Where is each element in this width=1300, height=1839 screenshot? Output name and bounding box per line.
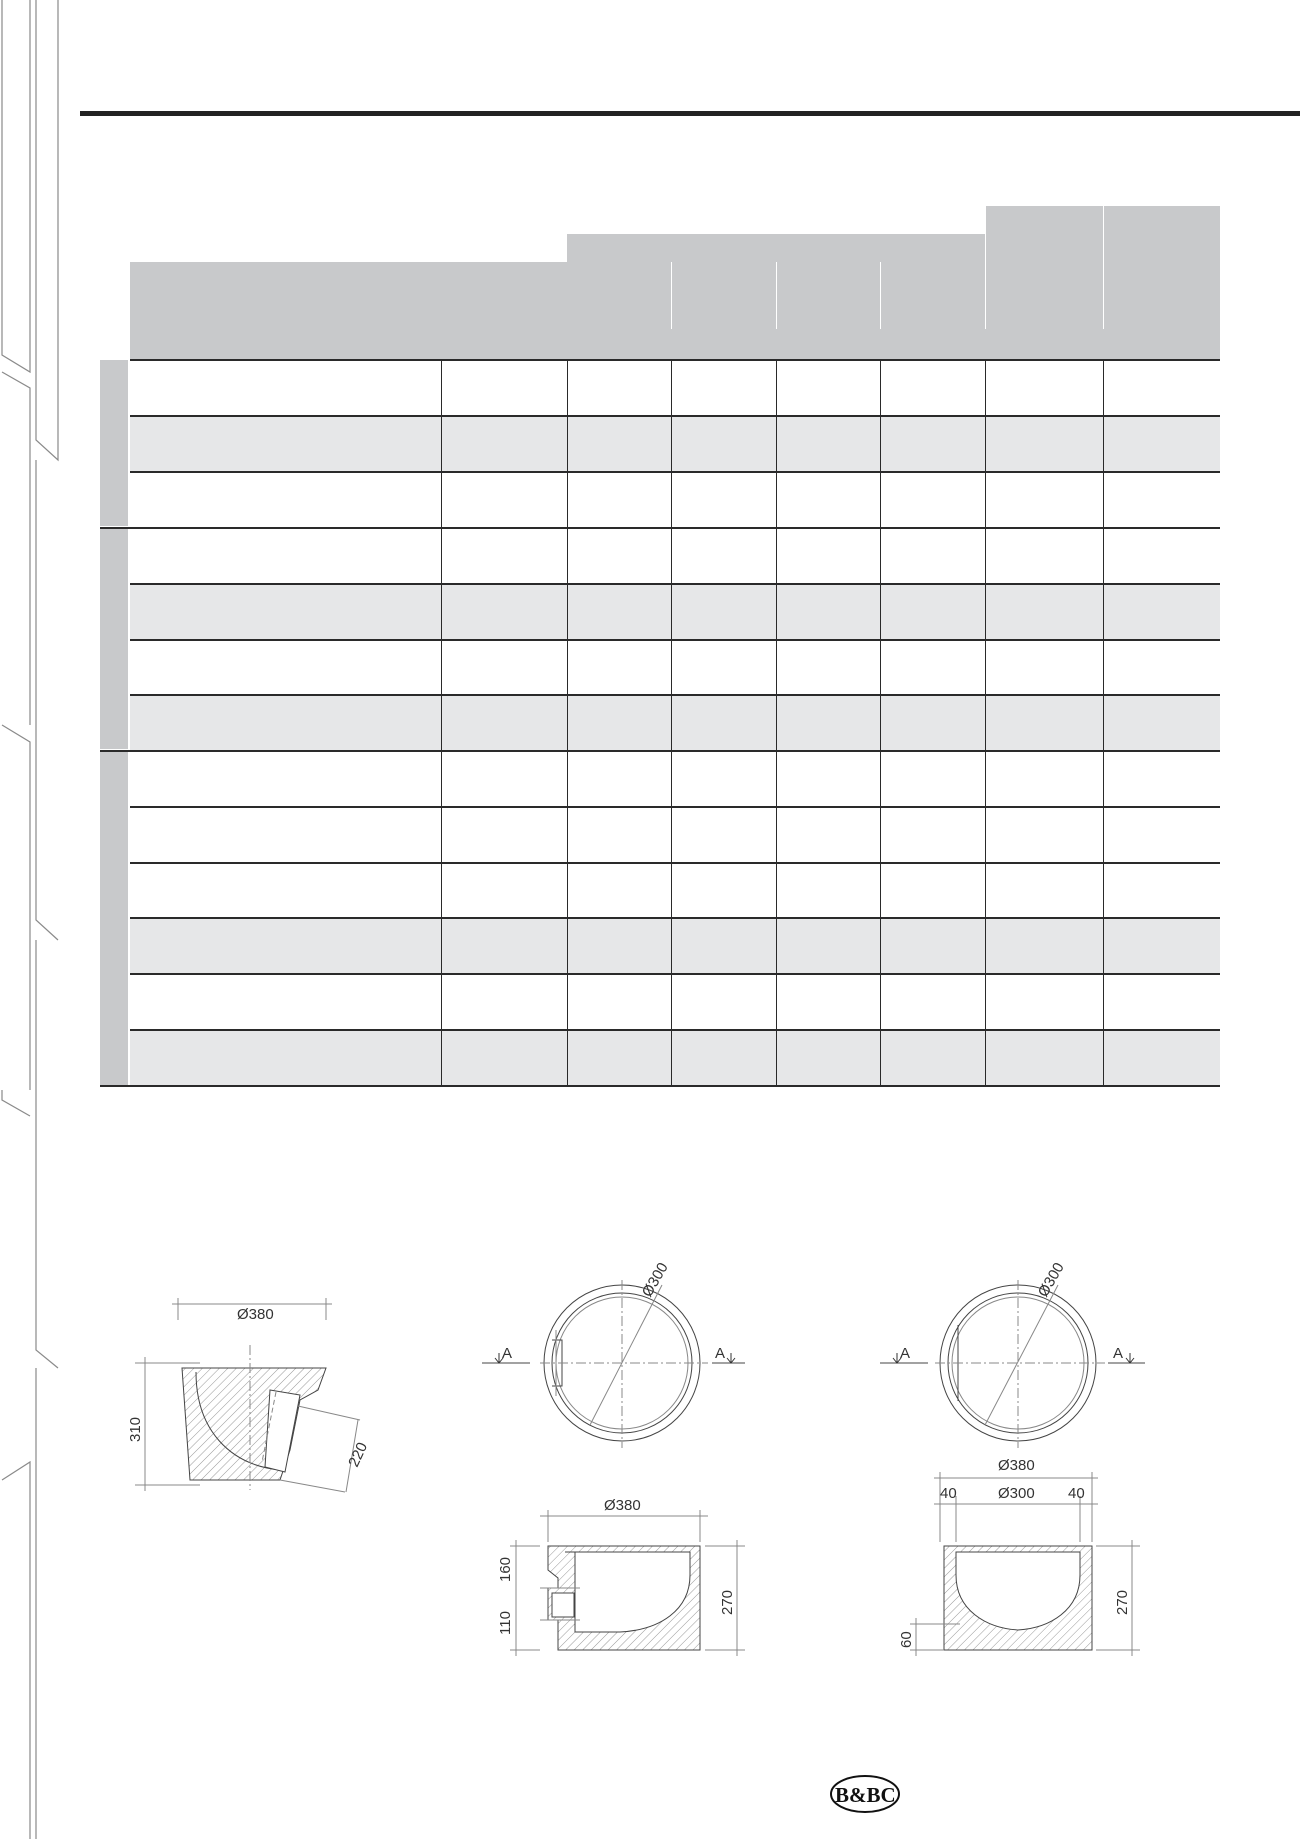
table-row	[130, 416, 1220, 471]
group-bar-3	[100, 751, 128, 1085]
fig3-inner-label: Ø300	[998, 1485, 1035, 1502]
header-col-7	[985, 206, 1103, 329]
fig3-section-right: A	[1113, 1345, 1124, 1362]
header-col-4	[671, 262, 776, 329]
drawing-gully-outlet	[135, 1298, 360, 1492]
table-row	[130, 1030, 1220, 1085]
header-col-8	[1103, 206, 1220, 329]
brand-logo-text: B&BC	[835, 1783, 896, 1807]
fig2-plan-diameter: Ø300	[638, 1259, 672, 1300]
fig3-wall-left: 40	[940, 1485, 957, 1502]
fig3-plan-diameter: Ø300	[1034, 1259, 1068, 1300]
table-row	[130, 695, 1220, 750]
table-row	[130, 918, 1220, 973]
header-col-5	[776, 262, 880, 329]
header-description	[130, 262, 567, 329]
fig3-section-left: A	[900, 1345, 911, 1362]
fig1-diameter-label: Ø380	[237, 1306, 274, 1323]
brand-logo	[828, 1773, 902, 1815]
drawing-plan-bottom-outlet	[880, 1280, 1145, 1448]
fig1-height-label: 310	[127, 1416, 144, 1442]
header-group-top	[567, 234, 985, 262]
fig2-height-label: 270	[719, 1589, 736, 1615]
drawing-section-side-outlet	[510, 1510, 745, 1656]
fig3-base-label: 60	[898, 1631, 915, 1648]
fig2-section-right: A	[715, 1345, 726, 1362]
table-row	[130, 584, 1220, 639]
fig2-width-label: Ø380	[604, 1497, 641, 1514]
group-bar-1	[100, 360, 128, 526]
technical-drawings	[0, 1180, 1300, 1700]
header-col-3	[567, 262, 671, 329]
header-units-row	[130, 329, 1220, 360]
fig3-overall-label: Ø380	[998, 1457, 1035, 1474]
header-col-6	[880, 262, 985, 329]
fig2-dim-lower: 110	[497, 1611, 514, 1635]
fig3-wall-right: 40	[1068, 1485, 1085, 1502]
fig1-outlet-label: 220	[345, 1439, 372, 1470]
group-bar-2	[100, 528, 128, 749]
fig2-dim-upper: 160	[497, 1556, 514, 1582]
fig2-section-left: A	[502, 1345, 513, 1362]
drawing-plan-side-outlet	[482, 1280, 745, 1448]
fig3-height-label: 270	[1114, 1589, 1131, 1615]
